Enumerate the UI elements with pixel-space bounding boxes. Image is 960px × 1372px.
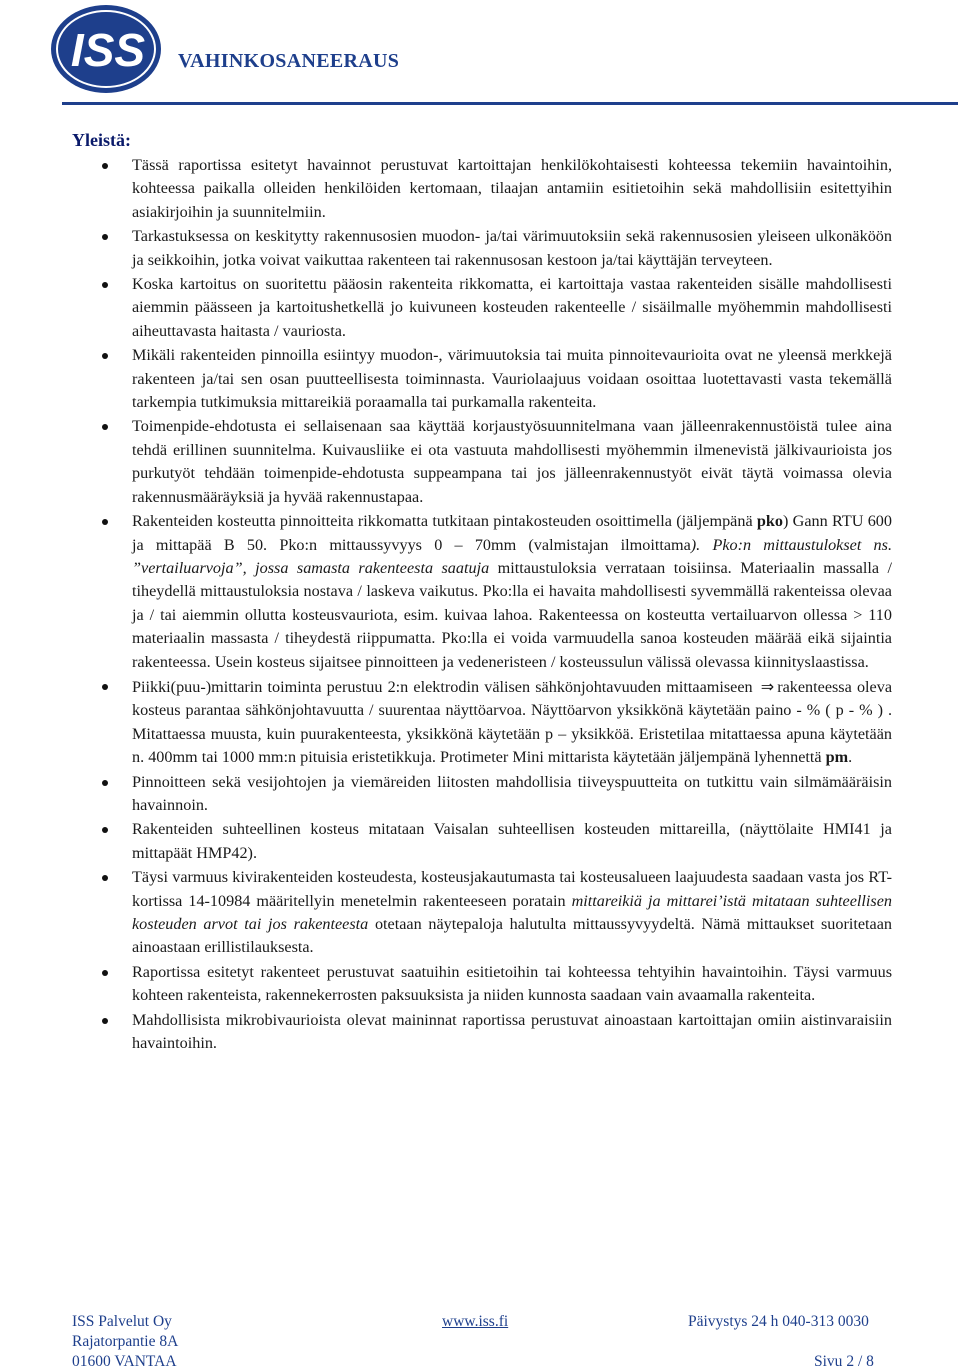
- list-item-text: Mikäli rakenteiden pinnoilla esiintyy muodon-, värimuutoksia tai muita pinnoitevaurioita ovat ne yleensä merkkejä rakenteen ja/tai sen osan puutteellisesta toiminnasta. Vauriolaajuus voidaan osoittaa luotettavasti vasta tekemällä tarkempia tutkimuksia mittareikiä poraamalla tai purkamalla rakenteita.: [132, 346, 892, 412]
- list-item-text: Piikki(puu-)mittarin toiminta perustuu 2:n elektrodin välisen sähkönjohtavuuden mittaamiseen: [132, 677, 758, 696]
- bullet-icon: [102, 1018, 108, 1024]
- report-title: VAHINKOSANEERAUS: [178, 50, 400, 72]
- footer-company-name: ISS Palvelut Oy: [72, 1313, 172, 1330]
- list-item-text: Tässä raportissa esitetyt havainnot perustuvat kartoittajan henkilökohtaisesti kohteessa tekemiin havaintoihin, kohteessa paikalla olleiden henkilöiden kertomaan, tilaajan antamiin esitietoihin sekä mahdollisiin esitettyihin asiakirjoihin ja suunnitelmiin.: [132, 156, 892, 221]
- bullet-icon: [102, 875, 108, 881]
- list-item-text: Raportissa esitetyt rakenteet perustuvat saatuihin esitietoihin tai kohteessa tehtyihin havaintoihin. Täysi varmuus kohteen rakenteista, rakennekerrosten paksuuksista ja niiden kunnosta saadaan vain avaamalla rakenteita.: [132, 962, 892, 1005]
- list-item: [72, 154, 892, 224]
- footer-address: [72, 1312, 178, 1372]
- list-item-text: mittaustuloksia verrataan toisiinsa. Materiaalin massalla / tiheydellä mittaustuloksia nostava / laskeva vaikutus. Pko:lla ei havaita mahdollisesti syvemmällä rakenteissa olevaa ja / tai aiemmin ollutta kosteusvauriota, esim. kuivaa lahoa. Rakenteessa on kosteutta vertailuarvon ollessa > 110 materiaalin massasta / tiheydestä riippumatta. Pko:lla ei voida varmuudella sanoa kosteuden määrää eikä sijaintia rakenteessa. Usein kosteus sijaitsee pinnoitteen ja vedeneristeen / kosteussulun välissä olevassa kiinnityslaastissa.: [132, 558, 892, 671]
- list-item: [72, 273, 892, 343]
- section-heading: Yleistä:: [72, 130, 131, 150]
- list-item-text: otetaan näytepaloja halutulta mittaussyvyydeltä. Nämä mittaukset suoritetaan ainoastaan erillistilauksesta.: [132, 915, 892, 957]
- arrow-right-icon: ⇒: [760, 676, 775, 696]
- footer-street: Rajatorpantie 8A: [72, 1333, 179, 1350]
- list-item-text: Pinnoitteen sekä vesijohtojen ja viemäreiden liitosten mahdollisia tiiveyspuutteita on tutkittu vain silmämääräisin havainnoin.: [132, 772, 892, 814]
- list-item: [72, 866, 892, 960]
- bullet-icon: [102, 970, 108, 976]
- list-item: [72, 675, 892, 770]
- bullet-icon: [102, 163, 108, 169]
- header-divider: [62, 102, 958, 105]
- bullet-icon: [102, 780, 108, 786]
- iss-logo: [50, 2, 168, 96]
- bullet-icon: [102, 282, 108, 288]
- bullet-icon: [102, 684, 108, 690]
- list-item: [72, 510, 892, 674]
- bullet-icon: [102, 519, 108, 525]
- footer-page-number: [814, 1352, 874, 1372]
- list-item: [72, 771, 892, 818]
- list-item: [72, 344, 892, 414]
- list-item: [72, 961, 892, 1008]
- list-item: [72, 818, 892, 865]
- bullet-icon: [102, 424, 108, 430]
- list-item-text: Koska kartoitus on suoritettu pääosin rakenteita rikkomatta, ei kartoittaja vastaa rakenteiden sisälle mahdollisesti aiemmin päässeen ja kartoitushetkellä jo kuivuneen kosteuden rakenteelle / sisäilmalle myöhemmin mahdollisesti aiheuttavasta haitasta / vauriosta.: [132, 275, 892, 340]
- list-item-text: Toimenpide-ehdotusta ei sellaisenaan saa käyttää korjaustyösuunnitelmana vaan jälleenrakennustöistä tulee aina tehdä erillinen suunnitelma. Kuivausliike ei ota vastuuta mahdollisesti myöhemmin ilmenevistä jälkivaurioista jos purkutyöt tehdään toimenpide-ehdotusta suppeampana tai jos jälleenrakennustyöt eivät täytä voimassa olevia rakennusmääräyksiä ja hyvää rakennustapaa.: [132, 417, 892, 506]
- footer-phone: Päivystys 24 h 040-313 0030: [688, 1313, 869, 1330]
- list-item-text: ). Pko:n mittaustulokset ns. ”vertailuarvoja”, jossa samasta rakenteesta saatuja: [132, 535, 892, 577]
- list-item-text: .: [848, 748, 853, 767]
- bullet-icon: [102, 827, 108, 833]
- list-item: [72, 415, 892, 509]
- general-notes-list: [72, 154, 892, 1056]
- footer-website-link[interactable]: www.iss.fi: [442, 1313, 509, 1330]
- footer-postal: 01600 VANTAA: [72, 1353, 177, 1370]
- list-item-text: mittareikiä ja mittarei’istä mitataan suhteellisen kosteuden arvot tai jos rakenteesta: [132, 891, 892, 933]
- bullet-icon: [102, 234, 108, 240]
- logo-text: ISS: [70, 24, 146, 76]
- list-item-text: Täysi varmuus kivirakenteiden kosteudesta, kosteusjakautumasta tai kosteusalueen laajuudesta saadaan vasta jos RT-kortissa 14-10984 määritellyin menetelmin rakenteeseen poratain: [132, 868, 892, 910]
- list-item-text: Tarkastuksessa on keskitytty rakennusosien muodon- ja/tai värimuutoksiin sekä rakennusosien yleiseen ulkonäköön ja seikkoihin, jotka voivat vaikuttaa rakenteen tai rakennusosan kestoon ja/tai käyttäjän terveyteen.: [132, 227, 892, 269]
- list-item-text: pm: [825, 748, 849, 767]
- list-item-text: Rakenteiden suhteellinen kosteus mitataan Vaisalan suhteellisen kosteuden mittareilla, (näyttölaite HMI41 ja mittapäät HMP42).: [132, 820, 892, 862]
- list-item-text: Mahdollisista mikrobivaurioista olevat maininnat raportissa perustuvat ainoastaan kartoittajan omiin aistinvaraisiin havaintoihin.: [132, 1010, 892, 1053]
- list-item-text: rakenteessa oleva kosteus parantaa sähkönjohtavuutta / suurentaa näyttöarvoa. Näyttöarvon yksikkönä käytetään paino - % ( p - % ) . Mitattaessa muusta, kuin puurakenteesta, yksikkönä käytetään p – yksikköä. Eristetilaa mitattaessa apuna käytetään n. 400mm tai 1000 mm:n pituisia eristetikkuja. Protimeter Mini mittarista käytetään jäljempänä lyhennettä: [132, 677, 893, 767]
- list-item-text: Rakenteiden kosteutta pinnoitteita rikkomatta tutkitaan pintakosteuden osoittimella (jäljempänä: [132, 512, 757, 531]
- page-value: 2 / 8: [846, 1353, 874, 1370]
- page-header: [0, 0, 960, 110]
- list-item-text: pko: [756, 512, 784, 531]
- list-item: [72, 225, 892, 272]
- list-item: [72, 1009, 892, 1056]
- page-footer: [0, 1306, 960, 1371]
- page-label: Sivu: [814, 1353, 843, 1370]
- bullet-icon: [102, 353, 108, 359]
- list-item-text: ) Gann RTU 600 ja mittapää B 50. Pko:n mittaussyvyys 0 – 70mm (valmistajan ilmoittama: [132, 512, 892, 554]
